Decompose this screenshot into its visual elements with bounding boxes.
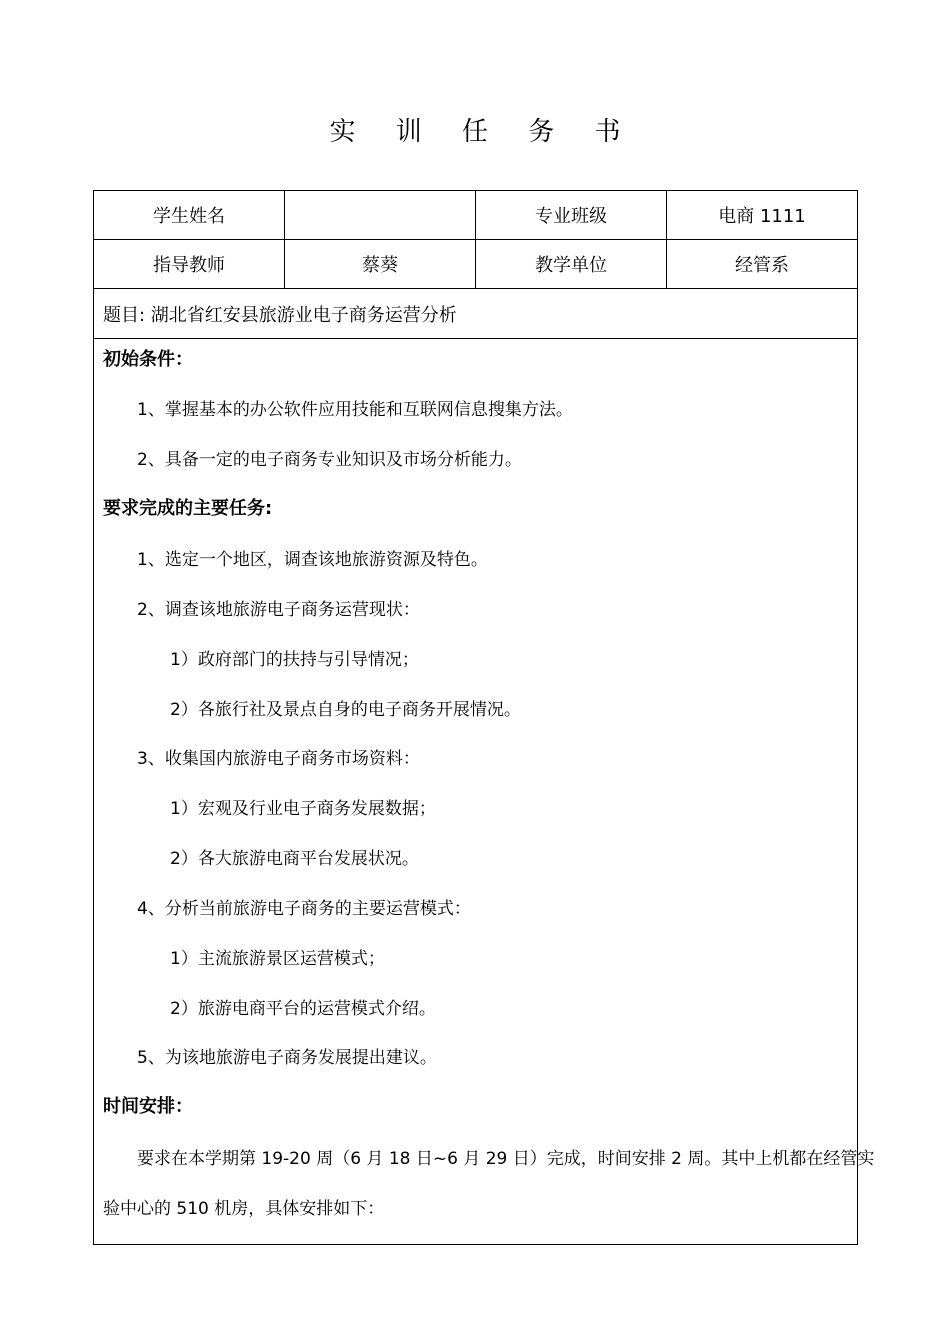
task-table (93, 190, 875, 1245)
task-subline: 2）各旅行社及景点自身的电子商务开展情况。 (170, 700, 521, 720)
task-line: 5、为该地旅游电子商务发展提出建议。 (137, 1048, 437, 1068)
schedule-paragraph-line-2: 验中心的 510 机房，具体安排如下： (103, 1199, 385, 1219)
major-class-value: 电商 1111 (667, 191, 858, 240)
student-name-value (285, 191, 476, 240)
unit-value: 经管系 (667, 240, 858, 289)
advisor-value: 蔡葵 (285, 240, 476, 289)
document-title: 实 训 任 务 书 (329, 117, 637, 147)
advisor-label: 指导教师 (94, 240, 285, 289)
topic-text: 题目: 湖北省红安县旅游业电子商务运营分析 (94, 289, 858, 339)
student-name-label: 学生姓名 (94, 191, 285, 240)
task-subline: 2）各大旅游电商平台发展状况。 (170, 849, 419, 869)
task-subline: 2）旅游电商平台的运营模式介绍。 (170, 999, 436, 1019)
topic-row (94, 289, 858, 339)
task-subline: 1）政府部门的扶持与引导情况； (170, 650, 419, 670)
tasks-heading: 要求完成的主要任务: (103, 498, 273, 519)
task-line: 4、分析当前旅游电子商务的主要运营模式： (137, 899, 471, 919)
major-class-label: 专业班级 (476, 191, 667, 240)
task-subline: 1）宏观及行业电子商务发展数据； (170, 799, 436, 819)
task-line: 2、调查该地旅游电子商务运营现状： (137, 600, 420, 620)
unit-label: 教学单位 (476, 240, 667, 289)
info-row-1 (94, 191, 858, 240)
task-line: 1、选定一个地区，调查该地旅游资源及特色。 (137, 550, 488, 570)
content-row (94, 339, 858, 1245)
schedule-paragraph-line-1: 要求在本学期第 19-20 周（6 月 18 日~6 月 29 日）完成，时间安排 2 周。其中上机都在经管实 (137, 1149, 875, 1169)
schedule-heading: 时间安排： (103, 1096, 193, 1117)
initial-condition-item: 1、掌握基本的办公软件应用技能和互联网信息搜集方法。 (137, 400, 573, 420)
task-line: 3、收集国内旅游电子商务市场资料： (137, 749, 420, 769)
content-body (94, 339, 875, 1244)
initial-conditions-heading: 初始条件： (103, 349, 193, 370)
info-row-2 (94, 240, 858, 289)
task-subline: 1）主流旅游景区运营模式； (170, 949, 385, 969)
initial-condition-item: 2、具备一定的电子商务专业知识及市场分析能力。 (137, 450, 522, 470)
content-cell (94, 339, 875, 1245)
